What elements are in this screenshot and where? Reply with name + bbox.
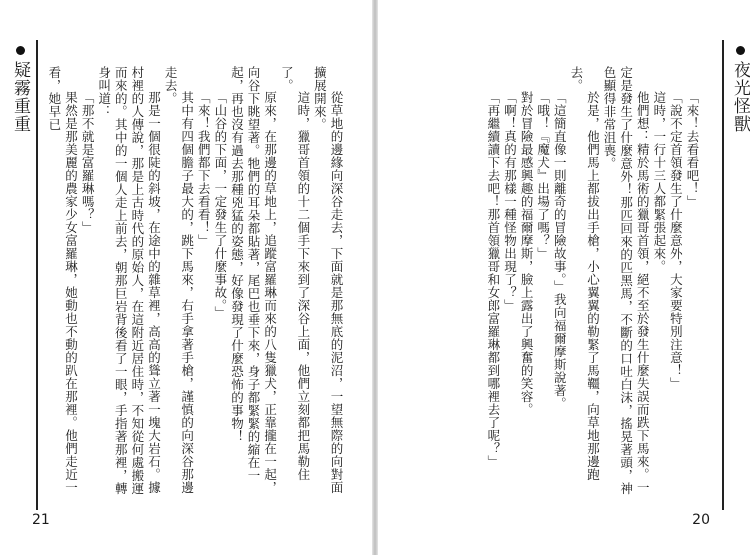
bullet-icon bbox=[736, 46, 745, 55]
header-rule bbox=[722, 40, 724, 510]
paragraph: 那是一個很陡的斜坡，在途中的雜草裡，高高的聳立著一塊大岩石。據村裡的人傳說，那是上古時代的原始人，在這附近居住時，不知從何處搬運而來的。其中的一個人走上前去，朝那巨岩背後看了一眼，手指著那裡，轉身叫道： bbox=[96, 66, 162, 495]
paragraph: 「來！去看看吧！」 bbox=[685, 91, 700, 208]
bullet-icon bbox=[16, 46, 25, 55]
paragraph: 這時，一行十三人都緊張起來。 bbox=[651, 91, 667, 273]
paragraph: 果然是那美麗的農家少女富羅琳，她動也不動的趴在那裡。他們走近一看，她早已 bbox=[46, 66, 79, 494]
left-page bbox=[0, 0, 374, 555]
page-number: 20 bbox=[692, 512, 710, 528]
paragraph: 原來，在那邊的草地上，追蹤富羅琳而來的八隻獵犬，正靠攏在一起，向谷下眺望著。牠們的耳朵都貼著，尾巴也垂下來，身子都緊緊的縮在一起，再也沒有過去那種兇猛的姿態，好像發現了什麼恐怖的事物！ bbox=[229, 66, 278, 494]
paragraph: 「這簡直像一則離奇的冒險故事。」我向福爾摩斯說著。 bbox=[552, 91, 568, 410]
paragraph: 於是，他們馬上都拔出手槍，小心翼翼的勒緊了馬韁，向草地那邊跑去。 bbox=[568, 66, 601, 481]
left-page-header bbox=[10, 46, 30, 133]
paragraph: 「來！我們都下去看看！」 bbox=[196, 91, 212, 247]
page-number: 21 bbox=[32, 512, 50, 528]
left-page-body bbox=[44, 66, 344, 506]
right-page-header bbox=[730, 46, 750, 133]
paragraph: 其中有四個膽子最大的，跳下馬來，右手拿著手槍，謹慎的向深谷那邊走去。 bbox=[163, 66, 195, 494]
paragraph: 「啊！真的有那樣一種怪物出現了？」 bbox=[502, 91, 518, 312]
paragraph: 他們想：精於馬術的獵哥首領，絕不至於發生什麼失誤而跌下馬來。一定是發生了什麼意外！那匹回來的匹黑馬，不斷的口吐白沫，搖晃著頭，神色顯得非常沮喪。 bbox=[602, 66, 651, 495]
paragraph: 「說不定首領發生了什麼意外，大家要特別注意！」 bbox=[668, 91, 684, 390]
paragraph: 「山谷的下面，一定發生了什麼事故。」 bbox=[212, 91, 228, 319]
chapter-title: 疑霧重重 bbox=[10, 61, 30, 133]
paragraph: 「那不就是富羅琳嗎？」 bbox=[80, 91, 96, 234]
book-title: 夜光怪獸 bbox=[730, 61, 750, 133]
right-page bbox=[376, 0, 750, 555]
paragraph: 「哦！『魔犬』出場了嗎？」 bbox=[535, 91, 551, 260]
paragraph: 「再繼續讀下去吧！那首領獵哥和女郎富羅琳都到哪裡去了呢？」 bbox=[485, 91, 501, 468]
paragraph: 對於冒險最感興趣的福爾摩斯，臉上露出了興奮的笑容。 bbox=[519, 91, 535, 416]
paragraph: 這時，獵哥首領的十二個手下來到了深谷上面，他們立刻都把馬勒住了。 bbox=[279, 66, 311, 481]
header-rule bbox=[36, 40, 38, 510]
right-page-body bbox=[404, 66, 700, 506]
paragraph: 從草地的邊緣向深谷走去，下面就是那無底的泥沼，一望無際的向對面擴展開來。 bbox=[312, 66, 344, 494]
